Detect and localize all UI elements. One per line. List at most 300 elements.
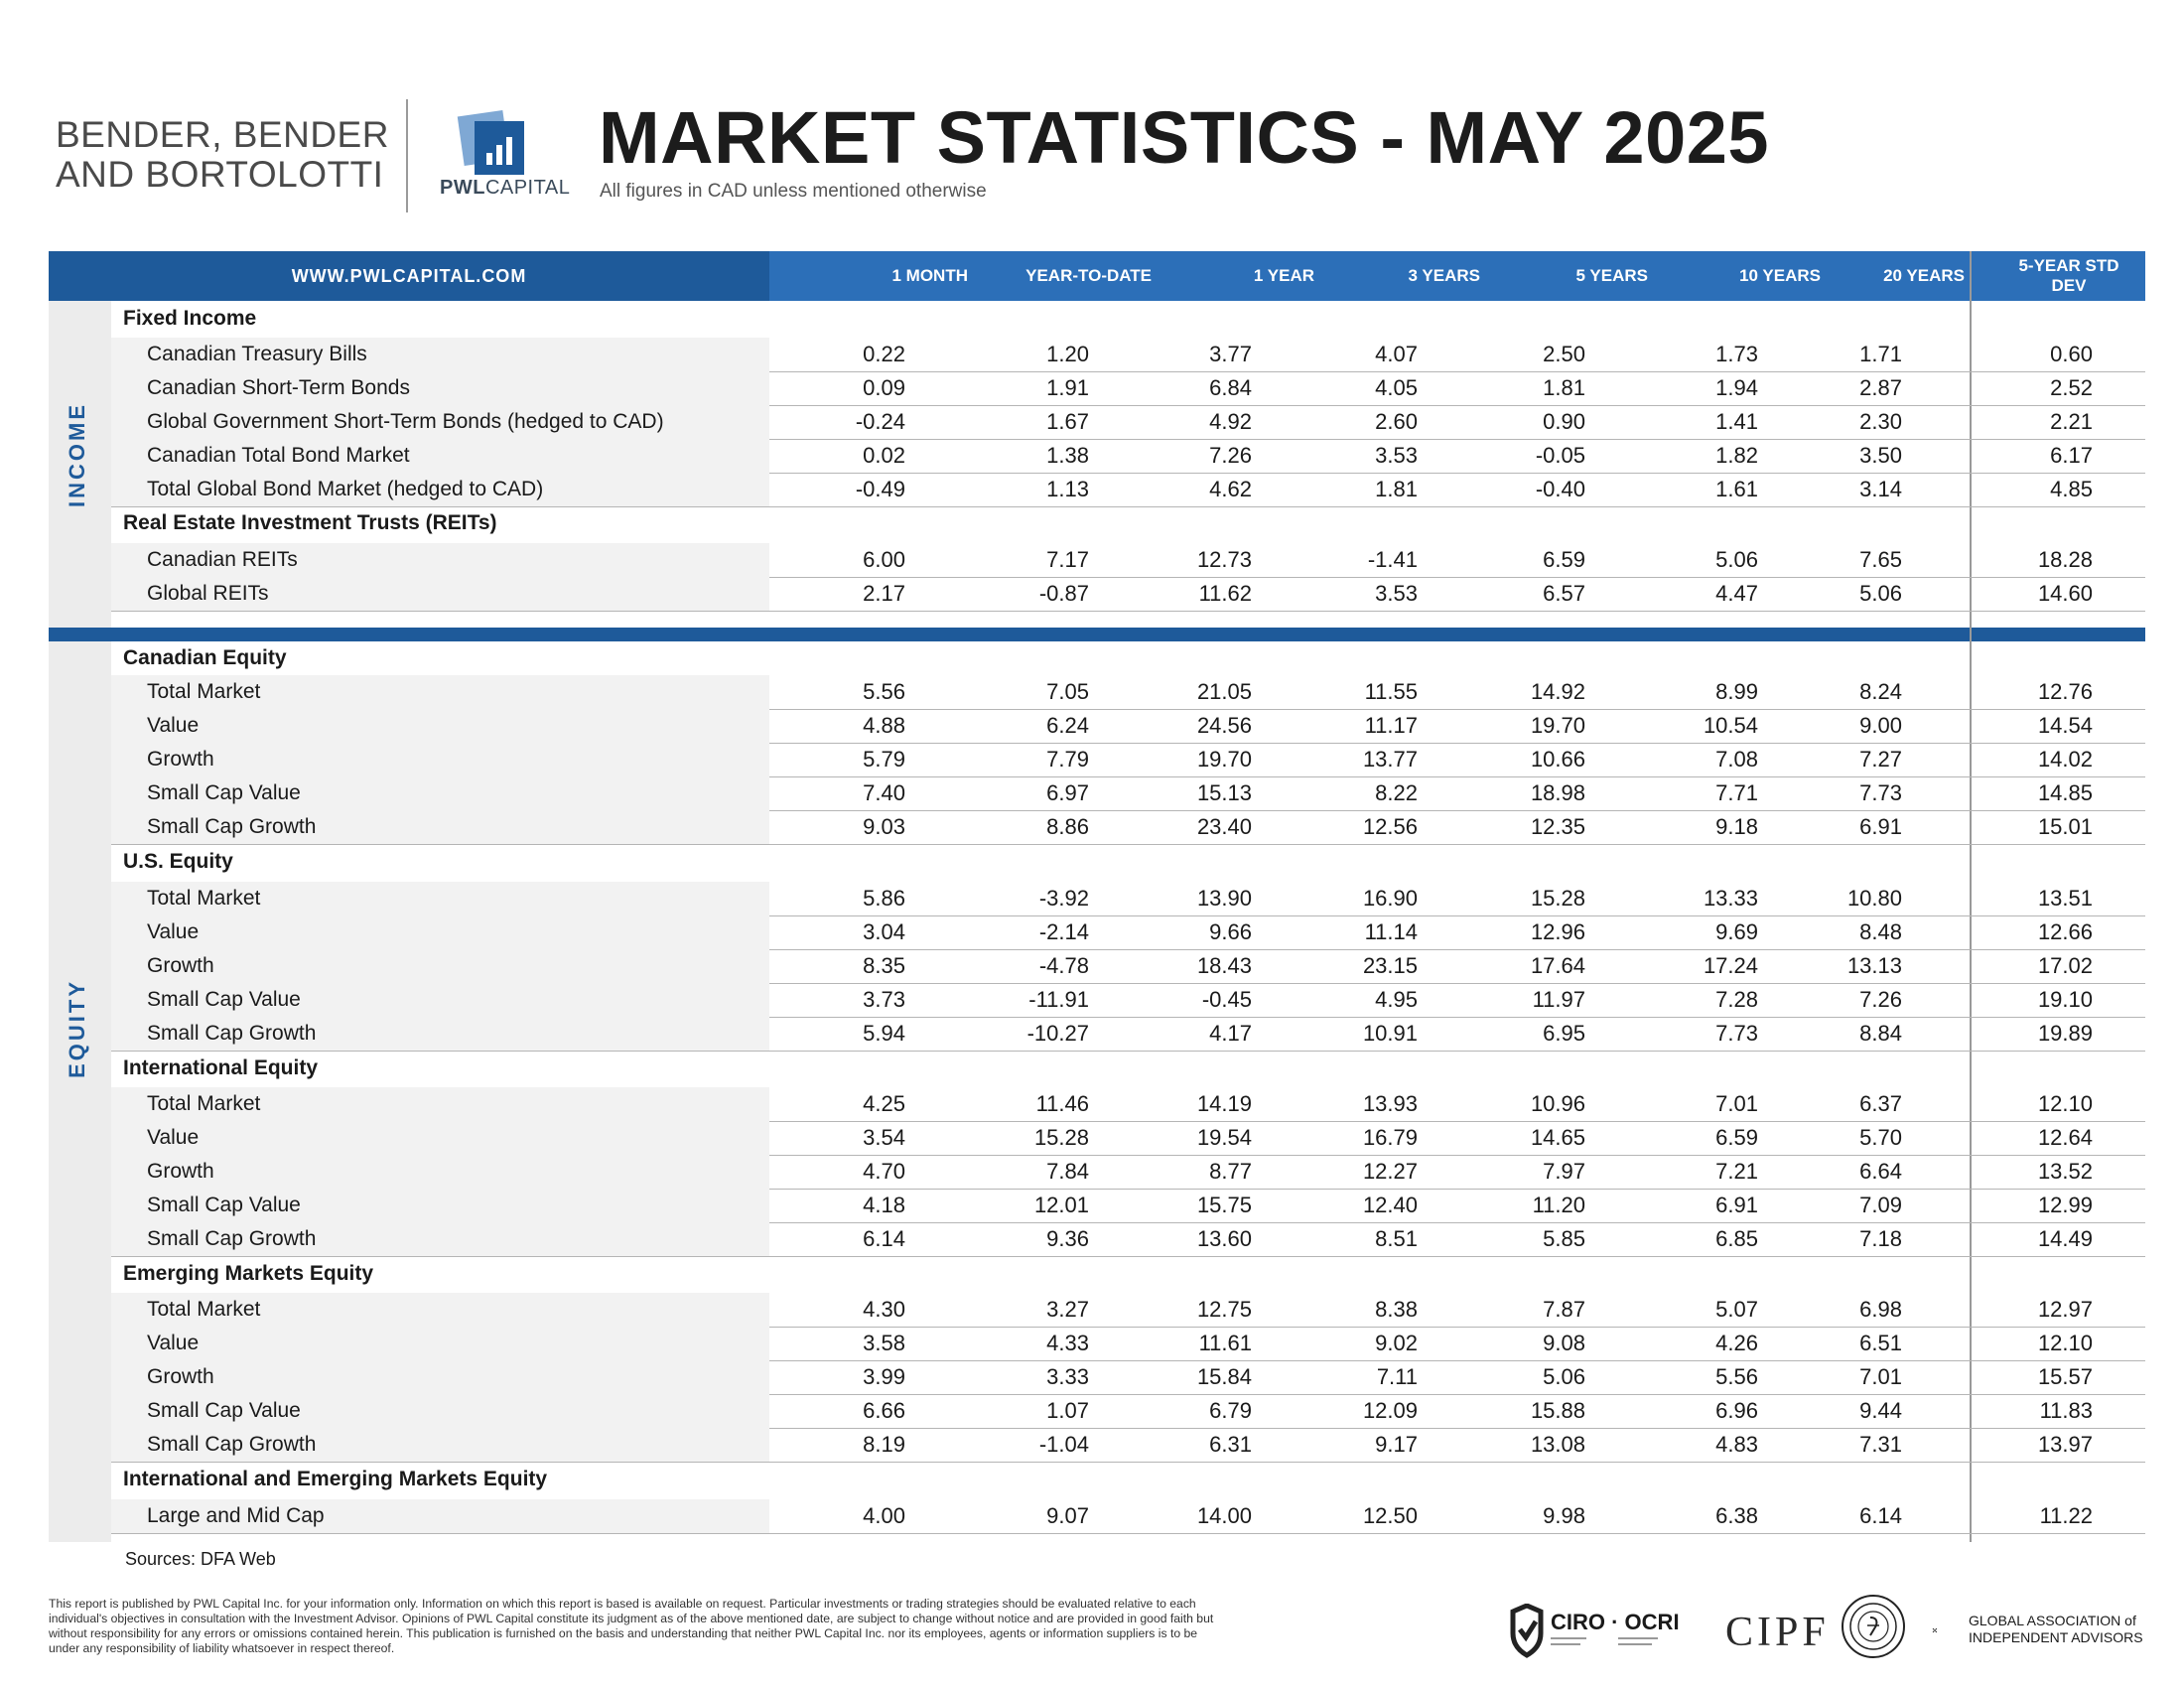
cell-5-years: 12.96 — [1530, 919, 1585, 944]
cell-3-years: 16.79 — [1362, 1125, 1418, 1150]
cell-5-years: 0.90 — [1543, 409, 1585, 434]
group-label: Real Estate Investment Trusts (REITs) — [123, 511, 497, 534]
cell-3-years: 4.05 — [1375, 375, 1418, 400]
cell-1-month: 6.14 — [863, 1226, 905, 1251]
disclaimer-text: This report is published by PWL Capital Inc. for your information only. Information on which this report is based is available on request. Particular investments or trading strategies should be evaluated relative to each individual's objectives in consultation with the Investment Advisor. Opinions of PWL Capital constitute its judgment as of the above mentioned date, are subject to change without notice and are provided in good faith but without responsibility for any errors or omissions contained herein. This publication is furnished on the basis and understanding that neither PWL Capital Inc. nor its employees, agents or information suppliers is to be under any responsibility of liability whatsoever in respect thereof. — [49, 1597, 1214, 1655]
cell-10-years: 6.91 — [1715, 1193, 1758, 1217]
cell-1-month: 9.03 — [863, 814, 905, 839]
table-row — [111, 709, 2145, 744]
table-row — [111, 949, 2145, 984]
ciro-ocri-logo — [1509, 1604, 1698, 1659]
table-row — [111, 1499, 2145, 1534]
col-header-ytd: YEAR-TO-DATE — [1025, 266, 1152, 285]
cell-ytd: -11.91 — [1028, 987, 1089, 1012]
table-row — [111, 1017, 2145, 1052]
cell-5-years: 5.85 — [1543, 1226, 1585, 1251]
cell-std-dev: 6.17 — [2050, 443, 2093, 468]
cell-10-years: 4.83 — [1715, 1432, 1758, 1457]
cell-20-years: 5.06 — [1859, 581, 1902, 606]
group-label: Emerging Markets Equity — [123, 1262, 374, 1285]
cell-1-year: 19.54 — [1196, 1125, 1252, 1150]
cell-20-years: 7.09 — [1859, 1193, 1902, 1217]
cell-std-dev: 12.99 — [2037, 1193, 2093, 1217]
row-label: Value — [147, 1332, 200, 1354]
table-row — [111, 338, 2145, 372]
cell-3-years: 11.14 — [1364, 919, 1418, 944]
cell-std-dev: 12.10 — [2037, 1331, 2093, 1355]
col-header-5yr-std-dev — [1994, 256, 2143, 306]
sources-note: Sources: DFA Web — [125, 1549, 276, 1569]
cell-10-years: 6.85 — [1715, 1226, 1758, 1251]
cell-20-years: 6.14 — [1859, 1503, 1902, 1528]
cell-ytd: 9.07 — [1046, 1503, 1089, 1528]
cell-20-years: 2.87 — [1859, 375, 1902, 400]
row-label: Canadian Total Bond Market — [147, 444, 410, 467]
cell-1-month: -0.24 — [855, 409, 905, 434]
cell-ytd: 1.38 — [1046, 443, 1089, 468]
equity-section-label: EQUITY — [65, 979, 89, 1078]
cell-20-years: 9.44 — [1859, 1398, 1902, 1423]
table-row — [111, 675, 2145, 710]
cell-20-years: 9.00 — [1859, 713, 1902, 738]
group-header-intl-emerging — [111, 1463, 2145, 1496]
cell-1-month: 5.86 — [863, 886, 905, 911]
cell-ytd: -4.78 — [1038, 953, 1089, 978]
cell-1-month: 4.18 — [863, 1193, 905, 1217]
cell-std-dev: 2.52 — [2050, 375, 2093, 400]
cell-3-years: 4.95 — [1375, 987, 1418, 1012]
cell-20-years: 6.91 — [1859, 814, 1902, 839]
cell-3-years: 8.22 — [1375, 780, 1418, 805]
cell-ytd: 7.79 — [1046, 747, 1089, 772]
group-label: U.S. Equity — [123, 850, 233, 873]
col-header-1-month: 1 MONTH — [891, 266, 968, 285]
cell-1-year: 9.66 — [1209, 919, 1252, 944]
cell-20-years: 6.64 — [1859, 1159, 1902, 1184]
cell-5-years: 2.50 — [1543, 342, 1585, 366]
cell-std-dev: 13.52 — [2037, 1159, 2093, 1184]
row-label: Small Cap Growth — [147, 815, 317, 838]
cell-ytd: 8.86 — [1046, 814, 1089, 839]
cell-3-years: 2.60 — [1375, 409, 1418, 434]
cell-10-years: 10.54 — [1703, 713, 1758, 738]
cell-10-years: 6.59 — [1715, 1125, 1758, 1150]
row-label-shade — [111, 915, 769, 949]
row-label-shade — [111, 709, 769, 743]
cell-3-years: 4.07 — [1375, 342, 1418, 366]
cell-1-month: 4.25 — [863, 1091, 905, 1116]
row-label: Growth — [147, 1365, 214, 1388]
cell-20-years: 5.70 — [1859, 1125, 1902, 1150]
cell-1-month: -0.49 — [855, 477, 905, 501]
cell-1-month: 6.66 — [863, 1398, 905, 1423]
row-label-shade — [111, 1327, 769, 1360]
cell-1-year: 4.92 — [1209, 409, 1252, 434]
cell-1-year: 14.19 — [1196, 1091, 1252, 1116]
row-label: Small Cap Value — [147, 1399, 301, 1422]
group-label: Fixed Income — [123, 307, 257, 330]
table-row — [111, 1360, 2145, 1395]
table-row — [111, 1327, 2145, 1361]
cell-std-dev: 14.60 — [2037, 581, 2093, 606]
cell-3-years: 9.02 — [1375, 1331, 1418, 1355]
cell-20-years: 7.01 — [1859, 1364, 1902, 1389]
cell-5-years: 15.28 — [1530, 886, 1585, 911]
cell-5-years: 10.96 — [1530, 1091, 1585, 1116]
cell-3-years: 16.90 — [1362, 886, 1418, 911]
income-section-band — [49, 301, 111, 628]
row-label: Value — [147, 714, 200, 737]
row-label: Small Cap Value — [147, 781, 301, 804]
row-label: Global REITs — [147, 582, 269, 605]
cell-1-month: 4.30 — [863, 1297, 905, 1322]
cell-3-years: 10.91 — [1362, 1021, 1418, 1046]
cell-1-month: 2.17 — [863, 581, 905, 606]
brand-line-2: AND BORTOLOTTI — [56, 154, 384, 195]
cell-20-years: 8.24 — [1859, 679, 1902, 704]
brand-name — [56, 115, 389, 195]
cell-3-years: 3.53 — [1375, 581, 1418, 606]
cell-ytd: 12.01 — [1033, 1193, 1089, 1217]
table-row — [111, 1155, 2145, 1190]
cell-1-year: 7.26 — [1209, 443, 1252, 468]
cell-10-years: 7.28 — [1715, 987, 1758, 1012]
row-label: Small Cap Value — [147, 1194, 301, 1216]
group-header-international-equity — [111, 1052, 2145, 1085]
cell-std-dev: 15.57 — [2037, 1364, 2093, 1389]
cell-std-dev: 12.64 — [2037, 1125, 2093, 1150]
cell-1-month: 4.70 — [863, 1159, 905, 1184]
col-header-1-year: 1 YEAR — [1253, 266, 1314, 285]
cell-5-years: 14.92 — [1530, 679, 1585, 704]
pwl-wordmark-light: CAPITAL — [484, 177, 571, 199]
group-header-us-equity — [111, 845, 2145, 879]
group-header-canadian-equity — [111, 641, 2145, 675]
seal-logo-icon — [1841, 1594, 1906, 1659]
section-separator — [49, 628, 2145, 641]
cell-1-month: 8.35 — [863, 953, 905, 978]
cell-5-years: 7.97 — [1543, 1159, 1585, 1184]
table-row — [111, 776, 2145, 811]
row-label: Canadian Treasury Bills — [147, 343, 367, 365]
cell-5-years: 11.97 — [1532, 987, 1585, 1012]
table-row — [111, 1428, 2145, 1463]
cell-3-years: 23.15 — [1362, 953, 1418, 978]
cell-10-years: 1.73 — [1715, 342, 1758, 366]
group-label: Canadian Equity — [123, 646, 287, 669]
cell-1-year: 12.73 — [1196, 547, 1252, 572]
table-row — [111, 371, 2145, 406]
cell-1-year: 21.05 — [1196, 679, 1252, 704]
cell-1-month: 0.09 — [863, 375, 905, 400]
website-header: WWW.PWLCAPITAL.COM — [49, 251, 769, 301]
row-label: Global Government Short-Term Bonds (hedged to CAD) — [147, 410, 664, 433]
cell-5-years: 9.08 — [1543, 1331, 1585, 1355]
table-row — [111, 543, 2145, 578]
cell-5-years: 6.57 — [1543, 581, 1585, 606]
group-header-fixed-income — [111, 302, 2145, 336]
cell-3-years: 8.51 — [1375, 1226, 1418, 1251]
cell-1-year: 18.43 — [1196, 953, 1252, 978]
cell-ytd: -10.27 — [1026, 1021, 1089, 1046]
cell-3-years: -1.41 — [1367, 547, 1418, 572]
header-divider — [406, 99, 408, 212]
cell-1-month: 5.79 — [863, 747, 905, 772]
cell-1-year: 3.77 — [1209, 342, 1252, 366]
group-label: International and Emerging Markets Equity — [123, 1468, 548, 1490]
cell-20-years: 7.65 — [1859, 547, 1902, 572]
row-label: Total Market — [147, 887, 261, 910]
cell-3-years: 8.38 — [1375, 1297, 1418, 1322]
row-label: Growth — [147, 1160, 214, 1183]
cell-1-year: 15.13 — [1196, 780, 1252, 805]
cell-5-years: 17.64 — [1530, 953, 1585, 978]
table-row — [111, 1087, 2145, 1122]
cell-20-years: 6.98 — [1859, 1297, 1902, 1322]
cell-20-years: 7.27 — [1859, 747, 1902, 772]
cell-5-years: 1.81 — [1543, 375, 1585, 400]
cell-20-years: 7.18 — [1859, 1226, 1902, 1251]
row-label: Growth — [147, 748, 214, 771]
cell-20-years: 7.26 — [1859, 987, 1902, 1012]
cell-ytd: 9.36 — [1046, 1226, 1089, 1251]
cell-1-year: 15.75 — [1196, 1193, 1252, 1217]
row-label: Value — [147, 1126, 200, 1149]
group-header-emerging-markets — [111, 1257, 2145, 1291]
cell-ytd: 15.28 — [1033, 1125, 1089, 1150]
table-row — [111, 1222, 2145, 1257]
col-header-3-years: 3 YEARS — [1408, 266, 1480, 285]
std-header-line-2: DEV — [2051, 276, 2087, 295]
cell-ytd: 3.33 — [1046, 1364, 1089, 1389]
cell-1-year: 19.70 — [1196, 747, 1252, 772]
table-row — [111, 882, 2145, 916]
equity-section-band — [49, 641, 111, 1542]
row-label: Small Cap Growth — [147, 1227, 317, 1250]
cell-ytd: -1.04 — [1038, 1432, 1089, 1457]
cell-1-year: 15.84 — [1196, 1364, 1252, 1389]
cell-20-years: 7.73 — [1859, 780, 1902, 805]
cell-10-years: 6.38 — [1715, 1503, 1758, 1528]
cell-ytd: 7.05 — [1046, 679, 1089, 704]
gaia-logo-icon — [1932, 1611, 1968, 1650]
gaia-line-2: INDEPENDENT ADVISORS — [1969, 1629, 2143, 1645]
cell-20-years: 3.50 — [1859, 443, 1902, 468]
cell-5-years: 11.20 — [1532, 1193, 1585, 1217]
row-label: Total Market — [147, 680, 261, 703]
cell-10-years: 9.18 — [1715, 814, 1758, 839]
cell-3-years: 12.40 — [1362, 1193, 1418, 1217]
cell-10-years: 4.47 — [1715, 581, 1758, 606]
cell-3-years: 13.77 — [1362, 747, 1418, 772]
cell-1-year: 4.17 — [1209, 1021, 1252, 1046]
cell-3-years: 12.09 — [1362, 1398, 1418, 1423]
row-label: Small Cap Value — [147, 988, 301, 1011]
cell-ytd: 4.33 — [1046, 1331, 1089, 1355]
cell-1-month: 3.58 — [863, 1331, 905, 1355]
cell-1-year: 6.31 — [1209, 1432, 1252, 1457]
cell-1-year: 13.90 — [1196, 886, 1252, 911]
cell-10-years: 8.99 — [1715, 679, 1758, 704]
cell-20-years: 8.84 — [1859, 1021, 1902, 1046]
cell-ytd: -2.14 — [1038, 919, 1089, 944]
cell-1-month: 5.94 — [863, 1021, 905, 1046]
cell-5-years: 14.65 — [1530, 1125, 1585, 1150]
cell-5-years: 9.98 — [1543, 1503, 1585, 1528]
row-label-shade — [111, 1121, 769, 1155]
cell-5-years: 13.08 — [1530, 1432, 1585, 1457]
cell-3-years: 13.93 — [1362, 1091, 1418, 1116]
cell-1-year: 4.62 — [1209, 477, 1252, 501]
cell-1-year: 14.00 — [1196, 1503, 1252, 1528]
cell-std-dev: 11.83 — [2039, 1398, 2093, 1423]
cell-5-years: 12.35 — [1530, 814, 1585, 839]
cell-10-years: 7.71 — [1715, 780, 1758, 805]
brand-line-1: BENDER, BENDER — [56, 114, 389, 155]
table-row — [111, 1189, 2145, 1223]
cell-5-years: 10.66 — [1530, 747, 1585, 772]
cell-ytd: 7.84 — [1046, 1159, 1089, 1184]
table-row — [111, 473, 2145, 507]
cell-std-dev: 13.97 — [2037, 1432, 2093, 1457]
income-section-label: INCOME — [65, 402, 89, 507]
cell-10-years: 5.07 — [1715, 1297, 1758, 1322]
cell-std-dev: 12.76 — [2037, 679, 2093, 704]
cell-5-years: -0.40 — [1535, 477, 1585, 501]
cell-1-month: 7.40 — [863, 780, 905, 805]
cell-1-month: 4.00 — [863, 1503, 905, 1528]
cell-1-year: 23.40 — [1196, 814, 1252, 839]
std-header-line-1: 5-YEAR STD — [2018, 256, 2119, 275]
cell-3-years: 1.81 — [1375, 477, 1418, 501]
cell-1-month: 0.22 — [863, 342, 905, 366]
cell-ytd: -0.87 — [1038, 581, 1089, 606]
cell-1-month: 4.88 — [863, 713, 905, 738]
cell-1-month: 3.73 — [863, 987, 905, 1012]
col-header-5-years: 5 YEARS — [1575, 266, 1648, 285]
cell-20-years: 1.71 — [1859, 342, 1902, 366]
cell-std-dev: 17.02 — [2037, 953, 2093, 978]
cell-std-dev: 19.10 — [2037, 987, 2093, 1012]
table-row — [111, 577, 2145, 612]
cell-3-years: 9.17 — [1375, 1432, 1418, 1457]
pwl-capital-wordmark — [440, 177, 570, 200]
cell-1-month: 0.02 — [863, 443, 905, 468]
cell-1-year: 6.84 — [1209, 375, 1252, 400]
cell-ytd: 1.67 — [1046, 409, 1089, 434]
cell-ytd: 1.20 — [1046, 342, 1089, 366]
cell-std-dev: 4.85 — [2050, 477, 2093, 501]
cell-ytd: 6.97 — [1046, 780, 1089, 805]
cell-5-years: 5.06 — [1543, 1364, 1585, 1389]
cell-1-year: 13.60 — [1196, 1226, 1252, 1251]
row-label: Total Global Bond Market (hedged to CAD) — [147, 478, 544, 500]
cell-1-year: 6.79 — [1209, 1398, 1252, 1423]
table-row — [111, 405, 2145, 440]
cell-ytd: 7.17 — [1046, 547, 1089, 572]
group-label: International Equity — [123, 1056, 319, 1079]
cell-3-years: 11.55 — [1364, 679, 1418, 704]
page-title: MARKET STATISTICS - MAY 2025 — [599, 96, 1770, 179]
row-label: Small Cap Growth — [147, 1022, 317, 1045]
cell-1-month: 3.54 — [863, 1125, 905, 1150]
cell-5-years: 15.88 — [1530, 1398, 1585, 1423]
cell-10-years: 7.08 — [1715, 747, 1758, 772]
table-row — [111, 983, 2145, 1018]
cell-3-years: 7.11 — [1376, 1364, 1418, 1389]
cell-1-month: 5.56 — [863, 679, 905, 704]
cell-3-years: 12.27 — [1362, 1159, 1418, 1184]
gaia-line-1: GLOBAL ASSOCIATION of — [1969, 1613, 2136, 1628]
cell-20-years: 8.48 — [1859, 919, 1902, 944]
cell-10-years: 7.01 — [1715, 1091, 1758, 1116]
page-subtitle: All figures in CAD unless mentioned otherwise — [600, 181, 987, 202]
cell-20-years: 7.31 — [1859, 1432, 1902, 1457]
cell-1-year: -0.45 — [1201, 987, 1252, 1012]
cell-3-years: 11.17 — [1364, 713, 1418, 738]
cell-5-years: 6.95 — [1543, 1021, 1585, 1046]
cell-10-years: 9.69 — [1715, 919, 1758, 944]
cell-20-years: 13.13 — [1846, 953, 1902, 978]
cell-1-month: 8.19 — [863, 1432, 905, 1457]
cell-std-dev: 13.51 — [2037, 886, 2093, 911]
table-row — [111, 1394, 2145, 1429]
cell-std-dev: 11.22 — [2039, 1503, 2093, 1528]
table-row — [111, 1293, 2145, 1328]
cipf-logo: CIPF — [1725, 1610, 1830, 1655]
cell-ytd: 11.46 — [1035, 1091, 1089, 1116]
row-label: Value — [147, 920, 200, 943]
gaia-logo-text — [1969, 1613, 2143, 1646]
cell-std-dev: 2.21 — [2050, 409, 2093, 434]
cell-3-years: 12.56 — [1362, 814, 1418, 839]
cell-std-dev: 14.02 — [2037, 747, 2093, 772]
cell-std-dev: 14.49 — [2037, 1226, 2093, 1251]
cell-1-year: 24.56 — [1196, 713, 1252, 738]
cell-1-month: 6.00 — [863, 547, 905, 572]
cell-1-month: 3.04 — [863, 919, 905, 944]
cell-std-dev: 14.54 — [2037, 713, 2093, 738]
cell-5-years: -0.05 — [1535, 443, 1585, 468]
cell-std-dev: 12.10 — [2037, 1091, 2093, 1116]
cell-ytd: 6.24 — [1046, 713, 1089, 738]
col-header-10-years: 10 YEARS — [1739, 266, 1821, 285]
table-row — [111, 439, 2145, 474]
cell-20-years: 3.14 — [1859, 477, 1902, 501]
cell-1-year: 8.77 — [1209, 1159, 1252, 1184]
cell-10-years: 17.24 — [1703, 953, 1758, 978]
cell-ytd: 1.13 — [1046, 477, 1089, 501]
row-label: Total Market — [147, 1298, 261, 1321]
row-label: Canadian Short-Term Bonds — [147, 376, 410, 399]
table-row — [111, 810, 2145, 845]
cell-20-years: 10.80 — [1846, 886, 1902, 911]
cell-10-years: 1.61 — [1715, 477, 1758, 501]
cell-10-years: 13.33 — [1703, 886, 1758, 911]
cell-10-years: 7.21 — [1715, 1159, 1758, 1184]
cell-ytd: 1.07 — [1046, 1398, 1089, 1423]
cell-std-dev: 0.60 — [2050, 342, 2093, 366]
cell-5-years: 19.70 — [1530, 713, 1585, 738]
cell-1-month: 3.99 — [863, 1364, 905, 1389]
cell-std-dev: 14.85 — [2037, 780, 2093, 805]
cell-std-dev: 15.01 — [2037, 814, 2093, 839]
cell-ytd: 3.27 — [1046, 1297, 1089, 1322]
cell-10-years: 5.06 — [1715, 547, 1758, 572]
cell-10-years: 6.96 — [1715, 1398, 1758, 1423]
cell-3-years: 12.50 — [1362, 1503, 1418, 1528]
cell-ytd: -3.92 — [1038, 886, 1089, 911]
